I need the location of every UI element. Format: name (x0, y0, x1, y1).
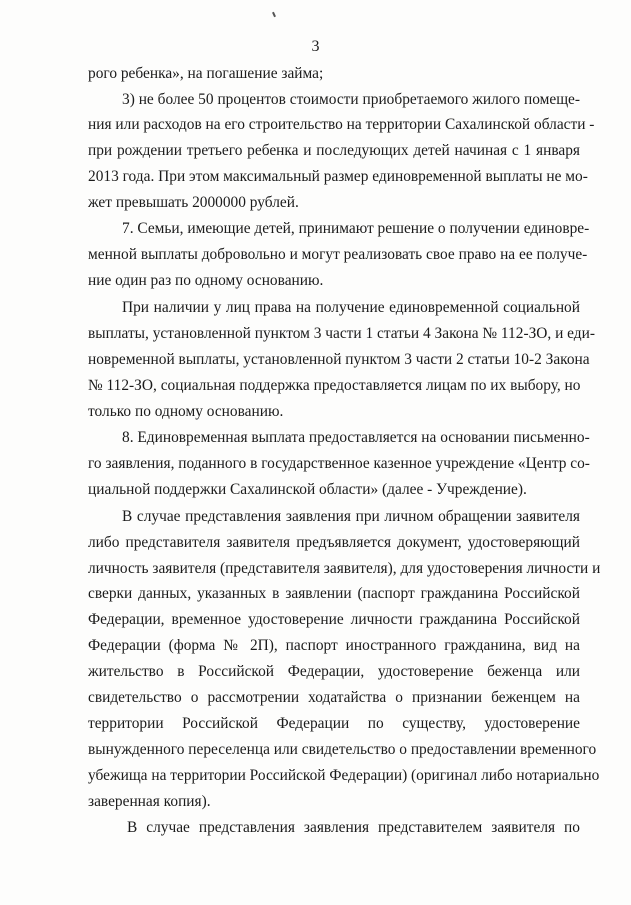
text-line: жительство в Российской Федерации, удостоверение беженца или (88, 663, 580, 680)
text-line: рого ребенка», на погашение займа; (88, 65, 324, 82)
text-line: либо представителя заявителя предъявляется документ, удостоверяющий (88, 534, 580, 551)
text-line: 3) не более 50 процентов стоимости приобретаемого жилого помеще- (122, 91, 580, 108)
text-line: В случае представления заявления представителем заявителя по (127, 819, 580, 836)
text-line: заверенная копия). (88, 793, 211, 810)
text-line: при рождении третьего ребенка и последующих детей начиная с 1 января (88, 142, 580, 159)
text-line: 7. Семьи, имеющие детей, принимают решение о получении единовре- (122, 220, 590, 237)
text-line: ния или расходов на его строительство на территории Сахалинской области - (88, 116, 595, 133)
text-line: ние один раз по одному основанию. (88, 272, 324, 289)
text-line: Федерации, временное удостоверение личности гражданина Российской (88, 611, 580, 628)
text-line: вынужденного переселенца или свидетельство о предоставлении временного (88, 741, 597, 758)
text-line: жет превышать 2000000 рублей. (88, 194, 299, 211)
text-line: циальной поддержки Сахалинской области» (далее - Учреждение). (88, 481, 527, 498)
text-line: новременной выплаты, установленной пунктом 3 части 2 статьи 10-2 Закона (88, 351, 590, 368)
text-line: свидетельство о рассмотрении ходатайства о признании беженцем на (88, 689, 580, 706)
text-line: убежища на территории Российской Федерации) (оригинал либо нотариально (88, 767, 600, 784)
text-line: территории Российской Федерации по существу, удостоверение (88, 715, 580, 732)
text-line: сверки данных, указанных в заявлении (паспорт гражданина Российской (88, 585, 580, 602)
text-line: менной выплаты добровольно и могут реализовать свое право на ее получе- (88, 246, 588, 263)
text-line: го заявления, поданного в государственное казенное учреждение «Центр со- (88, 455, 590, 472)
text-line: личность заявителя (представителя заявителя), для удостоверения личности и (88, 560, 601, 577)
text-line: В случае представления заявления при личном обращении заявителя (122, 508, 580, 525)
text-line: 8. Единовременная выплата предоставляется на основании письменно- (122, 429, 590, 446)
text-line: Федерации (форма № 2П), паспорт иностранного гражданина, вид на (88, 637, 580, 654)
text-line: 2013 года. При этом максимальный размер единовременной выплаты не мо- (88, 168, 588, 185)
text-line: только по одному основанию. (88, 403, 284, 420)
text-line: выплаты, установленной пунктом 3 части 1 статьи 4 Закона № 112-ЗО, и еди- (88, 325, 595, 342)
page-number: 3 (311, 38, 320, 55)
text-line: При наличии у лиц права на получение единовременной социальной (122, 299, 580, 316)
scan-speck (272, 12, 276, 17)
text-line: № 112-ЗО, социальная поддержка предоставляется лицам по их выбору, но (88, 377, 581, 394)
